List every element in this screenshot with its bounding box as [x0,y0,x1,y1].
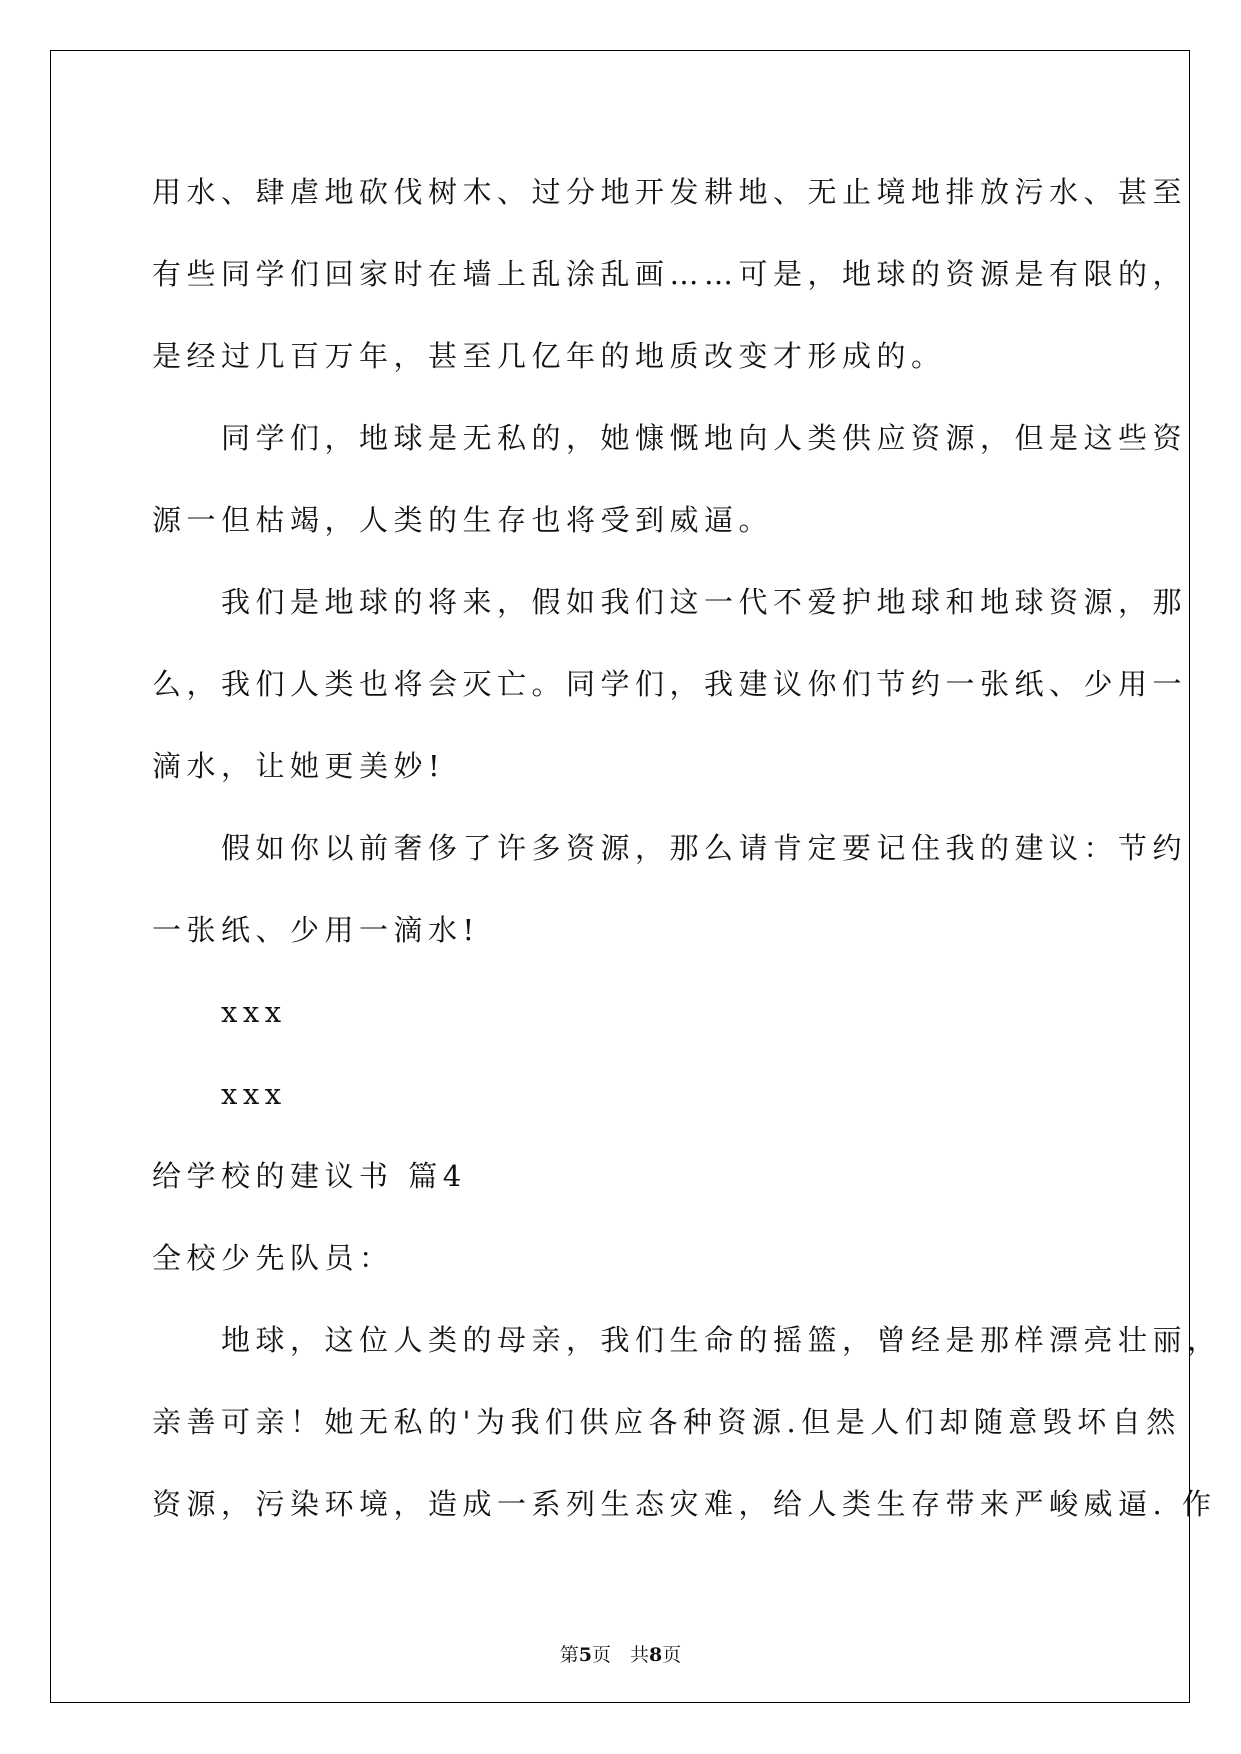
text-line: 一张纸、少用一滴水! [152,913,480,947]
text-line: 资源，污染环境，造成一系列生态灾难，给人类生存带来严峻威逼. 作 [152,1487,1217,1521]
text-line: 同学们，地球是无私的，她慷慨地向人类供应资源，但是这些资 [152,421,1188,455]
text-line: 是经过几百万年，甚至几亿年的地质改变才形成的。 [152,339,946,373]
salutation: 全校少先队员： [152,1241,394,1275]
text-line: 滴水，让她更美妙! [152,749,446,783]
total-pages-number: 8 [649,1644,663,1666]
text-line: 假如你以前奢侈了许多资源，那么请肯定要记住我的建议：节约 [152,831,1188,865]
signature-line: xxx [152,1077,287,1111]
text-line: 地球，这位人类的母亲，我们生命的摇篮，曾经是那样漂亮壮丽， [152,1323,1222,1357]
page-footer [0,1640,1241,1667]
footer-prefix: 第 [559,1644,579,1666]
text-line: 我们是地球的将来，假如我们这一代不爱护地球和地球资源，那 [152,585,1188,619]
text-line: 么，我们人类也将会灭亡。同学们，我建议你们节约一张纸、少用一 [152,667,1188,701]
footer-mid: 页 共 [591,1644,649,1666]
text-line: 亲善可亲！她无私的'为我们供应各种资源.但是人们却随意毁坏自然 [152,1405,1181,1439]
text-line: 源一但枯竭，人类的生存也将受到威逼。 [152,503,774,537]
text-line: 用水、肆虐地砍伐树木、过分地开发耕地、无止境地排放污水、甚至 [152,175,1188,209]
current-page-number: 5 [578,1644,592,1666]
text-line: 有些同学们回家时在墙上乱涂乱画……可是，地球的资源是有限的， [152,257,1188,291]
signature-line: xxx [152,995,287,1029]
page-border [50,50,1222,1703]
section-heading: 给学校的建议书 篇4 [152,1159,467,1193]
footer-suffix: 页 [662,1644,682,1666]
